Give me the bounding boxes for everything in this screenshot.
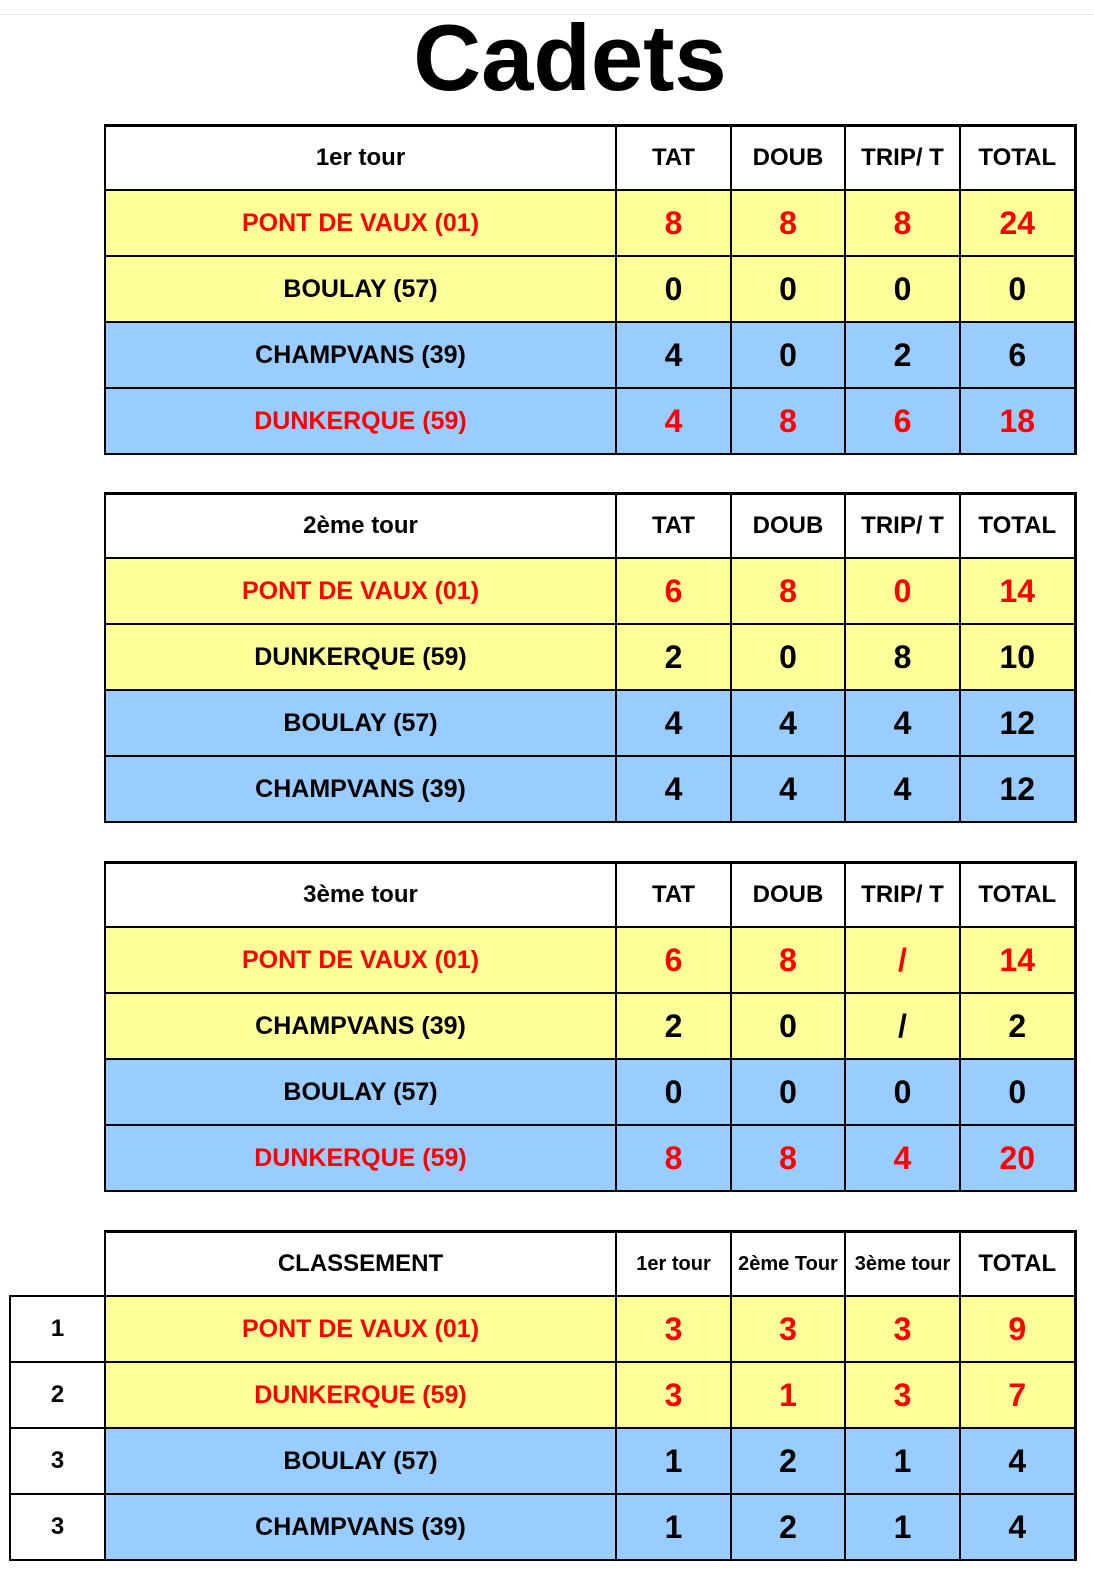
table-row bbox=[10, 1296, 1075, 1362]
score-trip: 4 bbox=[845, 756, 960, 822]
points-total: 4 bbox=[960, 1428, 1075, 1494]
score-doub: 4 bbox=[731, 690, 845, 756]
rank-cell: 3 bbox=[10, 1428, 105, 1494]
tour-1-label: 1er tour bbox=[105, 126, 616, 191]
score-tat: 0 bbox=[616, 256, 731, 322]
col-total-header: TOTAL bbox=[960, 863, 1075, 928]
col-total-header: TOTAL bbox=[960, 126, 1075, 191]
points-tour1: 1 bbox=[616, 1428, 731, 1494]
score-total: 0 bbox=[960, 1059, 1075, 1125]
points-total: 7 bbox=[960, 1362, 1075, 1428]
points-total: 9 bbox=[960, 1296, 1075, 1362]
score-tat: 6 bbox=[616, 927, 731, 993]
score-doub: 8 bbox=[731, 388, 845, 454]
col-trip-header: TRIP/ T bbox=[845, 494, 960, 559]
points-tour1: 1 bbox=[616, 1494, 731, 1560]
score-doub: 0 bbox=[731, 1059, 845, 1125]
team-name: CHAMPVANS (39) bbox=[105, 756, 616, 822]
table-row bbox=[10, 1494, 1075, 1560]
col-trip-header: TRIP/ T bbox=[845, 126, 960, 191]
team-name: PONT DE VAUX (01) bbox=[105, 1296, 616, 1362]
score-tat: 8 bbox=[616, 190, 731, 256]
score-trip: 4 bbox=[845, 1125, 960, 1191]
col-tour1-header: 1er tour bbox=[616, 1232, 731, 1297]
points-tour2: 3 bbox=[731, 1296, 845, 1362]
table-row bbox=[105, 1059, 1075, 1125]
team-name: DUNKERQUE (59) bbox=[105, 1362, 616, 1428]
score-tat: 4 bbox=[616, 756, 731, 822]
score-doub: 8 bbox=[731, 190, 845, 256]
team-name: BOULAY (57) bbox=[105, 1059, 616, 1125]
score-tat: 2 bbox=[616, 624, 731, 690]
score-total: 24 bbox=[960, 190, 1075, 256]
tour-1-table bbox=[104, 124, 1077, 455]
points-total: 4 bbox=[960, 1494, 1075, 1560]
score-trip: 0 bbox=[845, 256, 960, 322]
rank-header-blank bbox=[10, 1232, 105, 1297]
col-trip-header: TRIP/ T bbox=[845, 863, 960, 928]
team-name: PONT DE VAUX (01) bbox=[105, 927, 616, 993]
score-tat: 0 bbox=[616, 1059, 731, 1125]
points-tour3: 3 bbox=[845, 1296, 960, 1362]
points-tour3: 1 bbox=[845, 1494, 960, 1560]
score-doub: 8 bbox=[731, 1125, 845, 1191]
col-total-header: TOTAL bbox=[960, 1232, 1075, 1297]
score-trip: 0 bbox=[845, 1059, 960, 1125]
score-total: 6 bbox=[960, 322, 1075, 388]
points-tour2: 2 bbox=[731, 1494, 845, 1560]
tour-2-table bbox=[104, 492, 1077, 823]
col-doub-header: DOUB bbox=[731, 126, 845, 191]
rank-cell: 1 bbox=[10, 1296, 105, 1362]
tour-1-header-row bbox=[105, 126, 1075, 191]
score-tat: 4 bbox=[616, 388, 731, 454]
rank-cell: 2 bbox=[10, 1362, 105, 1428]
score-doub: 4 bbox=[731, 756, 845, 822]
score-total: 14 bbox=[960, 927, 1075, 993]
score-total: 12 bbox=[960, 756, 1075, 822]
score-doub: 0 bbox=[731, 993, 845, 1059]
col-doub-header: DOUB bbox=[731, 863, 845, 928]
page-title: Cadets bbox=[413, 5, 727, 110]
col-total-header: TOTAL bbox=[960, 494, 1075, 559]
table-row bbox=[105, 993, 1075, 1059]
points-tour2: 1 bbox=[731, 1362, 845, 1428]
tour-3-table bbox=[104, 861, 1077, 1192]
table-row bbox=[105, 558, 1075, 624]
table-row bbox=[105, 1125, 1075, 1191]
score-trip: / bbox=[845, 927, 960, 993]
table-row bbox=[105, 256, 1075, 322]
table-row bbox=[105, 927, 1075, 993]
classement-label: CLASSEMENT bbox=[105, 1232, 616, 1297]
col-tat-header: TAT bbox=[616, 863, 731, 928]
score-tat: 4 bbox=[616, 690, 731, 756]
team-name: BOULAY (57) bbox=[105, 256, 616, 322]
points-tour3: 3 bbox=[845, 1362, 960, 1428]
score-total: 10 bbox=[960, 624, 1075, 690]
score-doub: 0 bbox=[731, 322, 845, 388]
table-row bbox=[105, 322, 1075, 388]
team-name: BOULAY (57) bbox=[105, 690, 616, 756]
score-trip: 2 bbox=[845, 322, 960, 388]
table-row bbox=[105, 624, 1075, 690]
team-name: PONT DE VAUX (01) bbox=[105, 558, 616, 624]
col-tat-header: TAT bbox=[616, 494, 731, 559]
team-name: CHAMPVANS (39) bbox=[105, 322, 616, 388]
classement-header-row bbox=[10, 1232, 1075, 1297]
team-name: CHAMPVANS (39) bbox=[105, 993, 616, 1059]
table-row bbox=[105, 190, 1075, 256]
score-tat: 8 bbox=[616, 1125, 731, 1191]
tour-2-header-row bbox=[105, 494, 1075, 559]
team-name: DUNKERQUE (59) bbox=[105, 624, 616, 690]
table-row bbox=[105, 388, 1075, 454]
score-total: 14 bbox=[960, 558, 1075, 624]
team-name: DUNKERQUE (59) bbox=[105, 1125, 616, 1191]
score-total: 18 bbox=[960, 388, 1075, 454]
tour-2-label: 2ème tour bbox=[105, 494, 616, 559]
col-tat-header: TAT bbox=[616, 126, 731, 191]
table-row bbox=[10, 1362, 1075, 1428]
score-trip: 0 bbox=[845, 558, 960, 624]
score-total: 12 bbox=[960, 690, 1075, 756]
score-doub: 8 bbox=[731, 558, 845, 624]
score-trip: 8 bbox=[845, 190, 960, 256]
classement-table bbox=[9, 1230, 1077, 1561]
score-total: 2 bbox=[960, 993, 1075, 1059]
score-doub: 8 bbox=[731, 927, 845, 993]
score-total: 0 bbox=[960, 256, 1075, 322]
tour-3-header-row bbox=[105, 863, 1075, 928]
score-doub: 0 bbox=[731, 624, 845, 690]
col-tour3-header: 3ème tour bbox=[845, 1232, 960, 1297]
table-row bbox=[105, 690, 1075, 756]
score-trip: 4 bbox=[845, 690, 960, 756]
col-doub-header: DOUB bbox=[731, 494, 845, 559]
score-trip: 6 bbox=[845, 388, 960, 454]
score-total: 20 bbox=[960, 1125, 1075, 1191]
points-tour1: 3 bbox=[616, 1296, 731, 1362]
table-row bbox=[105, 756, 1075, 822]
score-tat: 4 bbox=[616, 322, 731, 388]
rank-cell: 3 bbox=[10, 1494, 105, 1560]
table-row bbox=[10, 1428, 1075, 1494]
team-name: BOULAY (57) bbox=[105, 1428, 616, 1494]
team-name: PONT DE VAUX (01) bbox=[105, 190, 616, 256]
points-tour2: 2 bbox=[731, 1428, 845, 1494]
points-tour1: 3 bbox=[616, 1362, 731, 1428]
score-doub: 0 bbox=[731, 256, 845, 322]
score-trip: / bbox=[845, 993, 960, 1059]
team-name: CHAMPVANS (39) bbox=[105, 1494, 616, 1560]
col-tour2-header: 2ème Tour bbox=[731, 1232, 845, 1297]
score-trip: 8 bbox=[845, 624, 960, 690]
tour-3-label: 3ème tour bbox=[105, 863, 616, 928]
score-tat: 6 bbox=[616, 558, 731, 624]
score-tat: 2 bbox=[616, 993, 731, 1059]
team-name: DUNKERQUE (59) bbox=[105, 388, 616, 454]
points-tour3: 1 bbox=[845, 1428, 960, 1494]
